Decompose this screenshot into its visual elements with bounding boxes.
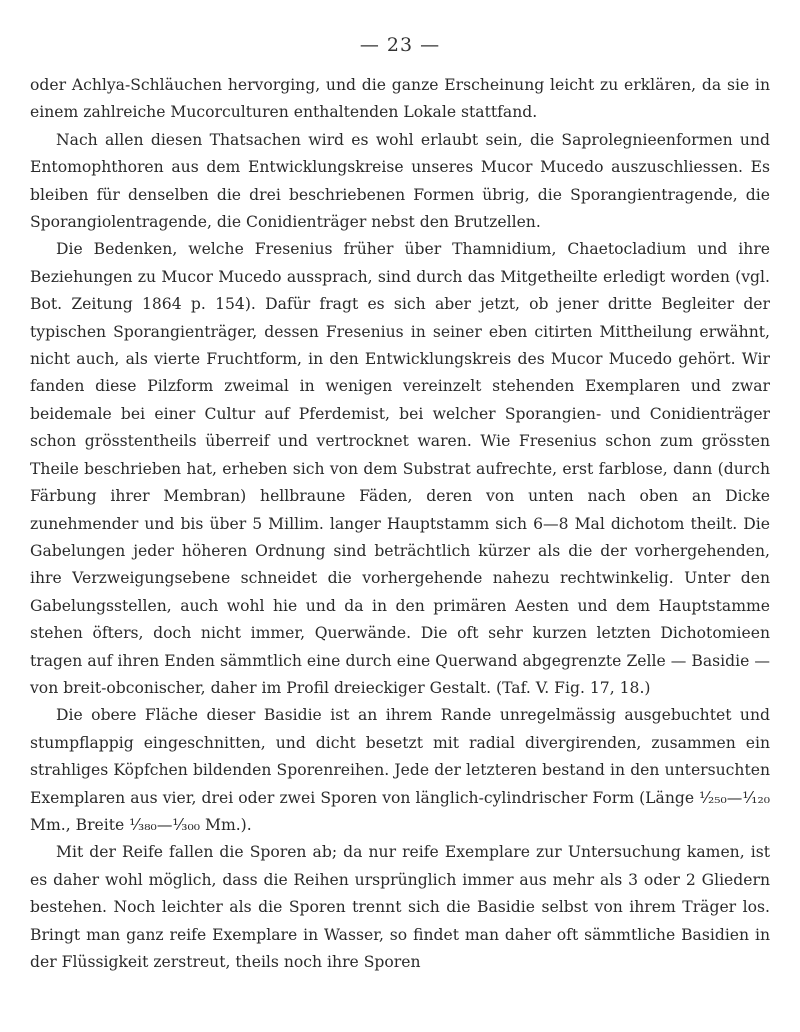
page-number: — 23 — <box>359 34 441 56</box>
paragraph-conclusion: Nach allen diesen Thatsachen wird es wohl erlaubt sein, die Saprolegnieenformen und Entomophthoren aus dem Entwicklungskreise unseres Mucor Mucedo auszuschliessen. Es bleiben für denselben die drei beschriebenen Formen übrig, die Sporangientragende, die Sporangiolentragende, die Conidienträger nebst den Brutzellen. <box>30 130 770 232</box>
paragraph-spore-ripening: Mit der Reife fallen die Sporen ab; da nur reife Exemplare zur Untersuchung kamen, ist es daher wohl möglich, dass die Reihen ursprünglich immer aus mehr als 3 oder 2 Gliedern bestehen. Noch leichter als die Sporen trennt sich die Basidie selbst von ihrem Träger los. Bringt man ganz reife Exemplare in Wasser, so findet man daher oft sämmtliche Basidien in der Flüssigkeit zerstreut, theils noch ihre Sporen <box>30 843 770 971</box>
paragraph-fresenius-discussion: Die Bedenken, welche Fresenius früher über Thamnidium, Chaetocladium und ihre Beziehungen zu Mucor Mucedo aussprach, sind durch das Mitgetheilte erledigt worden (vgl. Bot. Zeitung 1864 p. 154). Dafür fragt es sich aber jetzt, ob jener dritte Begleiter der typischen Sporangienträger, dessen Fresenius in seiner eben citirten Mittheilung erwähnt, nicht auch, als vierte Fruchtform, in den Entwicklungskreis des Mucor Mucedo gehört. Wir fanden diese Pilzform zweimal in wenigen vereinzelt stehenden Exemplaren und zwar beidemale bei einer Cultur auf Pferdemist, bei welcher Sporangien- und Conidienträger schon grösstentheils überreif und vertrocknet waren. Wie Fresenius schon zum grössten Theile beschrieben hat, erheben sich von dem Substrat aufrechte, erst farblose, dann (durch Färbung ihrer Membran) hellbraune Fäden, deren von unten nach oben an Dicke zunehmender und bis über 5 Millim. langer Hauptstamm sich 6—8 Mal dichotom theilt. Die Gabelungen jeder höheren Ordnung sind beträchtlich kürzer als die der vorhergehenden, ihre Verzweigungsebene schneidet die vorhergehende nahezu rechtwinkelig. Unter den Gabelungsstellen, auch wohl hie und da in den primären Aesten und dem Hauptstamme stehen öfters, doch nicht immer, Querwände. Die oft sehr kurzen letzten Dichotomieen tragen auf ihren Enden sämmtlich eine durch eine Querwand abgegrenzte Zelle — Basidie — von breit-obconischer, daher im Profil dreieckiger Gestalt. (Taf. V. Fig. 17, 18.) <box>30 240 770 697</box>
book-page <box>30 34 770 976</box>
paragraph-continuation: oder Achlya-Schläuchen hervorging, und die ganze Erscheinung leicht zu erklären, da sie in einem zahlreiche Mucorculturen enthaltenden Lokale stattfand. <box>30 76 770 122</box>
paragraph-basidie-description: Die obere Fläche dieser Basidie ist an ihrem Rande unregelmässig ausgebuchtet und stumpflappig eingeschnitten, und dicht besetzt mit radial divergirenden, zusammen ein strahliges Köpfchen bildenden Sporenreihen. Jede der letzteren bestand in den untersuchten Exemplaren aus vier, drei oder zwei Sporen von länglich-cylindrischer Form (Länge ¹⁄₂₅₀—¹⁄₁₂₀ Mm., Breite ¹⁄₃₈₀—¹⁄₃₀₀ Mm.). <box>30 706 770 834</box>
